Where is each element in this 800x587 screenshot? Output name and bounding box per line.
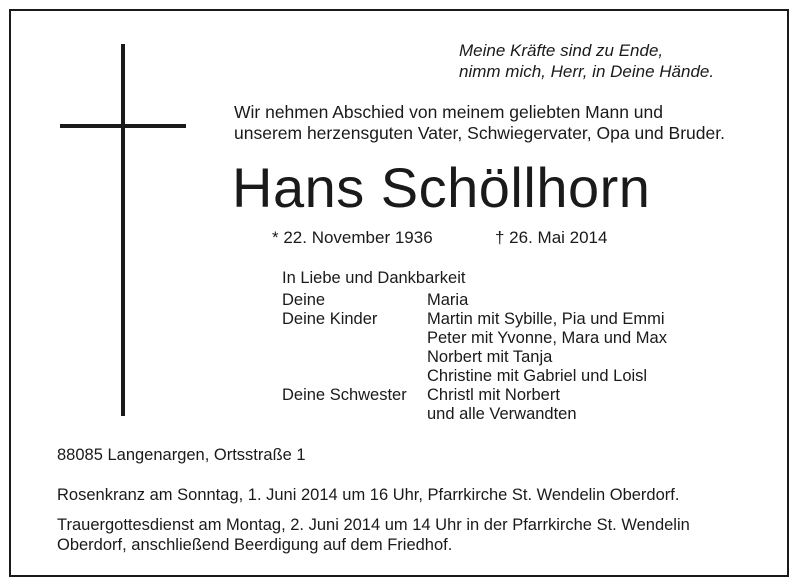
intro-line-2: unserem herzensguten Vater, Schwiegervater, Opa und Bruder.: [234, 123, 725, 143]
mourner-role: [282, 367, 427, 386]
cross-horizontal-bar: [60, 124, 186, 128]
funeral-service-info: [57, 515, 690, 555]
mourner-names: Martin mit Sybille, Pia und Emmi: [427, 310, 665, 328]
intro-text: [234, 102, 725, 144]
mourner-row: [282, 386, 667, 405]
mourners-intro: In Liebe und Dankbarkeit: [282, 269, 466, 287]
mourner-names: und alle Verwandten: [427, 405, 577, 423]
intro-line-1: Wir nehmen Abschied von meinem geliebten Mann und: [234, 102, 663, 122]
verse: [459, 40, 714, 82]
mourner-row: [282, 405, 667, 424]
birth-date: * 22. November 1936: [272, 228, 433, 247]
rosary-info: Rosenkranz am Sonntag, 1. Juni 2014 um 16 Uhr, Pfarrkirche St. Wendelin Oberdorf.: [57, 486, 680, 504]
mourner-role: Deine: [282, 291, 326, 309]
mourner-role: [282, 329, 427, 348]
mourner-role: [282, 348, 427, 367]
mourner-row: [282, 329, 667, 348]
death-date: † 26. Mai 2014: [495, 228, 608, 247]
mourner-names: Maria: [427, 291, 469, 309]
mourner-names: Christine mit Gabriel und Loisl: [427, 367, 648, 385]
mourner-row: [282, 310, 667, 329]
mourner-role: [282, 405, 427, 424]
cross-vertical-bar: [121, 44, 125, 416]
service-line-1: Trauergottesdienst am Montag, 2. Juni 2014 um 14 Uhr in der Pfarrkirche St. Wendelin: [57, 516, 690, 534]
mourner-names: Peter mit Yvonne, Mara und Max: [427, 329, 667, 347]
address: 88085 Langenargen, Ortsstraße 1: [57, 446, 306, 464]
mourners-list: [282, 291, 667, 424]
verse-line-1: Meine Kräfte sind zu Ende,: [459, 41, 664, 60]
mourner-row: [282, 348, 667, 367]
verse-line-2: nimm mich, Herr, in Deine Hände.: [459, 62, 715, 81]
mourner-row: [282, 367, 667, 386]
mourner-names: Norbert mit Tanja: [427, 348, 553, 366]
mourner-role: Deine Kinder: [282, 310, 378, 328]
service-line-2: Oberdorf, anschließend Beerdigung auf dem Friedhof.: [57, 536, 453, 554]
mourner-row: [282, 291, 667, 310]
deceased-name: Hans Schöllhorn: [232, 156, 651, 219]
mourner-names: Christl mit Norbert: [427, 386, 560, 404]
mourner-role: Deine Schwester: [282, 386, 407, 404]
